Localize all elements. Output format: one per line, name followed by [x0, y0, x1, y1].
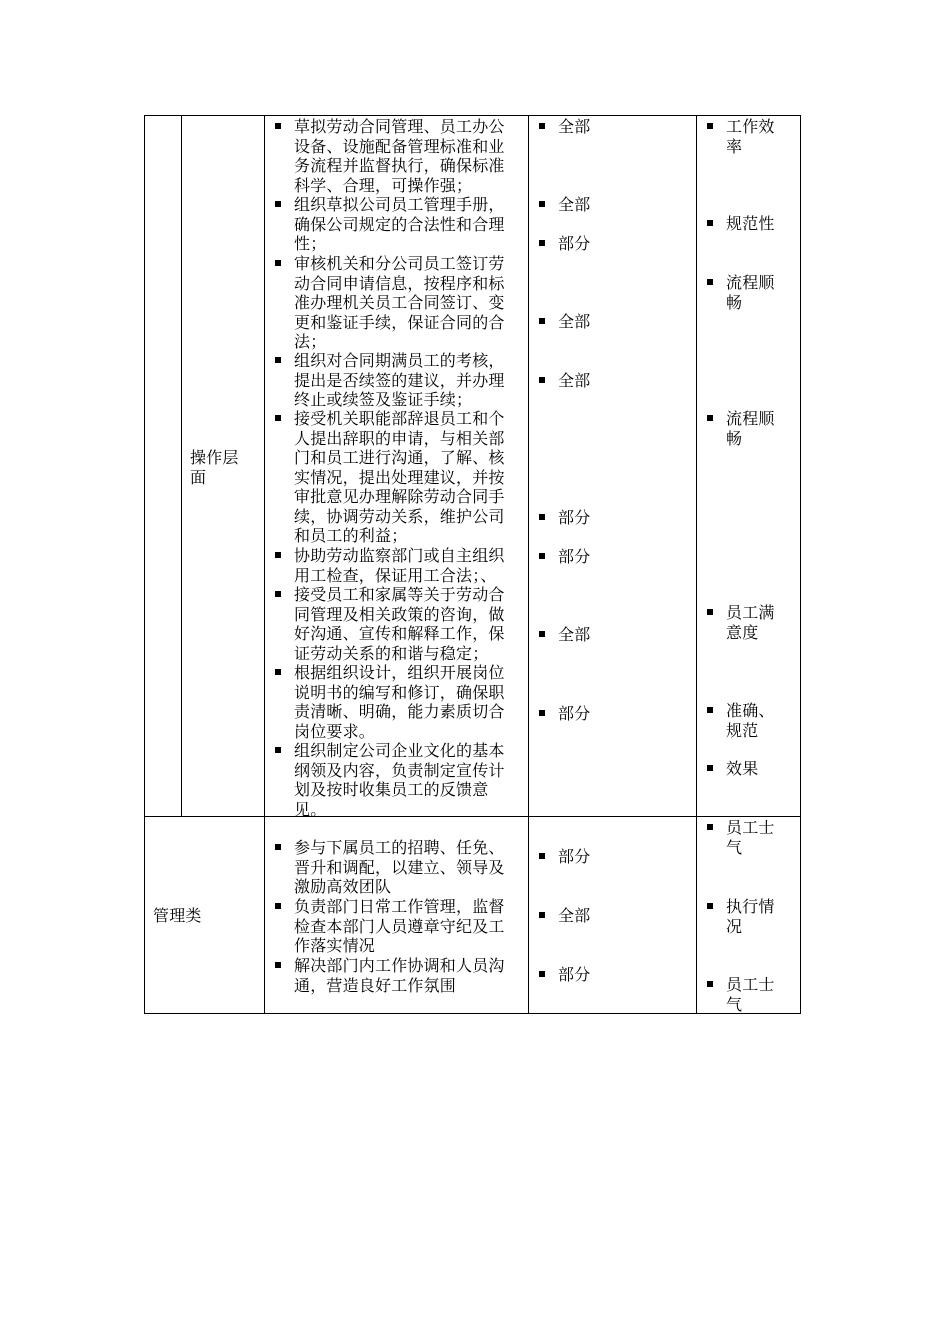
- duty-text: 负责部门日常工作管理，监督检查本部门人员遵章守纪及工作落实情况: [294, 897, 505, 955]
- bullet-icon: [275, 591, 281, 597]
- bullet-icon: [275, 357, 281, 363]
- bullet-icon: [539, 912, 545, 918]
- bullet-icon: [707, 123, 713, 129]
- bullet-icon: [707, 765, 713, 771]
- list-item: [558, 906, 678, 926]
- metric-text: 规范性: [726, 214, 775, 233]
- bullet-icon: [539, 514, 545, 520]
- list-item: [726, 975, 786, 1014]
- bullet-icon: [539, 377, 545, 383]
- scope-text: 全部: [558, 906, 591, 925]
- scope-text: 部分: [558, 508, 591, 527]
- scope-text: 部分: [558, 965, 591, 984]
- bullet-icon: [275, 123, 281, 129]
- bullet-icon: [707, 981, 713, 987]
- list-item: [294, 409, 516, 546]
- metric-text: 执行情况: [726, 897, 775, 936]
- list-item: [294, 956, 516, 995]
- metric-text: 员工满意度: [726, 603, 775, 642]
- bullet-icon: [539, 123, 545, 129]
- list-item: [558, 547, 678, 567]
- list-item: [726, 117, 786, 156]
- list-item: [294, 741, 516, 819]
- duty-text: 参与下属员工的招聘、任免、晋升和调配，以建立、领导及激励高效团队: [294, 838, 505, 896]
- duty-text: 组织制定公司企业文化的基本纲领及内容，负责制定宣传计划及按时收集员工的反馈意见。: [294, 741, 505, 819]
- list-item: [558, 195, 678, 215]
- list-item: [726, 603, 786, 642]
- scope-text: 全部: [558, 625, 591, 644]
- duty-text: 协助劳动监察部门或自主组织用工检查，保证用工合法；、: [294, 546, 505, 585]
- metric-text: 员工士气: [726, 975, 775, 1014]
- bullet-icon: [275, 962, 281, 968]
- mgmt-row-label: 管理类: [153, 906, 202, 925]
- metric-text: 流程顺畅: [726, 273, 775, 312]
- bullet-icon: [275, 260, 281, 266]
- scope-text: 部分: [558, 704, 591, 723]
- bullet-icon: [275, 903, 281, 909]
- list-item: [294, 351, 516, 410]
- bullet-icon: [707, 903, 713, 909]
- metric-text: 流程顺畅: [726, 409, 775, 448]
- metric-text: 工作效率: [726, 117, 775, 156]
- list-item: [294, 585, 516, 663]
- list-item: [558, 508, 678, 528]
- list-item: [726, 818, 786, 857]
- scope-text: 部分: [558, 847, 591, 866]
- list-item: [294, 117, 516, 195]
- duty-text: 根据组织设计，组织开展岗位说明书的编写和修订，确保职责清晰、明确，能力素质切合岗位要求。: [294, 663, 505, 741]
- bullet-icon: [539, 201, 545, 207]
- bullet-icon: [539, 318, 545, 324]
- list-item: [558, 625, 678, 645]
- duty-text: 组织对合同期满员工的考核，提出是否续签的建议，并办理终止或续签及鉴证手续；: [294, 351, 505, 409]
- scope-text: 部分: [558, 547, 591, 566]
- duty-text: 组织草拟公司员工管理手册，确保公司规定的合法性和合理性；: [294, 195, 505, 253]
- bullet-icon: [707, 415, 713, 421]
- bullet-icon: [539, 971, 545, 977]
- list-item: [726, 214, 786, 234]
- list-item: [558, 117, 678, 137]
- bullet-icon: [275, 844, 281, 850]
- scope-text: 全部: [558, 312, 591, 331]
- duty-text: 草拟劳动合同管理、员工办公设备、设施配备管理标准和业务流程并监督执行，确保标准科学、合理，可操作强；: [294, 117, 505, 195]
- scope-text: 全部: [558, 117, 591, 136]
- list-item: [558, 371, 678, 391]
- scope-text: 全部: [558, 371, 591, 390]
- list-item: [558, 704, 678, 724]
- metric-text: 员工士气: [726, 818, 775, 857]
- list-item: [558, 312, 678, 332]
- bullet-icon: [707, 707, 713, 713]
- list-item: [726, 273, 786, 312]
- bullet-icon: [539, 853, 545, 859]
- metric-text: 效果: [726, 759, 759, 778]
- list-item: [558, 965, 678, 985]
- list-item: [726, 759, 786, 779]
- ops-row-label: 操作层面: [190, 448, 239, 487]
- bullet-icon: [707, 824, 713, 830]
- duty-text: 审核机关和分公司员工签订劳动合同申请信息，按程序和标准办理机关员工合同签订、变更和鉴证手续，保证合同的合法；: [294, 254, 505, 351]
- bullet-icon: [707, 279, 713, 285]
- bullet-icon: [539, 710, 545, 716]
- duty-text: 接受机关职能部辞退员工和个人提出辞职的申请，与相关部门和员工进行沟通，了解、核实情况，提出处理建议，并按审批意见办理解除劳动合同手续，协调劳动关系，维护公司和员工的利益；: [294, 409, 505, 545]
- list-item: [726, 409, 786, 448]
- bullet-icon: [275, 201, 281, 207]
- duty-text: 解决部门内工作协调和人员沟通，营造良好工作氛围: [294, 956, 505, 995]
- scope-text: 部分: [558, 234, 591, 253]
- list-item: [294, 838, 516, 897]
- metric-text: 准确、规范: [726, 701, 775, 740]
- list-item: [294, 897, 516, 956]
- list-item: [294, 254, 516, 352]
- list-item: [294, 195, 516, 254]
- duty-text: 接受员工和家属等关于劳动合同管理及相关政策的咨询，做好沟通、宣传和解释工作，保证劳动关系的和谐与稳定；: [294, 585, 505, 663]
- bullet-icon: [707, 220, 713, 226]
- list-item: [294, 546, 516, 585]
- scope-text: 全部: [558, 195, 591, 214]
- bullet-icon: [275, 669, 281, 675]
- list-item: [558, 234, 678, 254]
- list-item: [294, 663, 516, 741]
- bullet-icon: [539, 631, 545, 637]
- bullet-icon: [275, 552, 281, 558]
- list-item: [558, 847, 678, 867]
- bullet-icon: [539, 553, 545, 559]
- list-item: [726, 897, 786, 936]
- bullet-icon: [539, 240, 545, 246]
- list-item: [726, 701, 786, 740]
- bullet-icon: [275, 747, 281, 753]
- bullet-icon: [275, 415, 281, 421]
- bullet-icon: [707, 609, 713, 615]
